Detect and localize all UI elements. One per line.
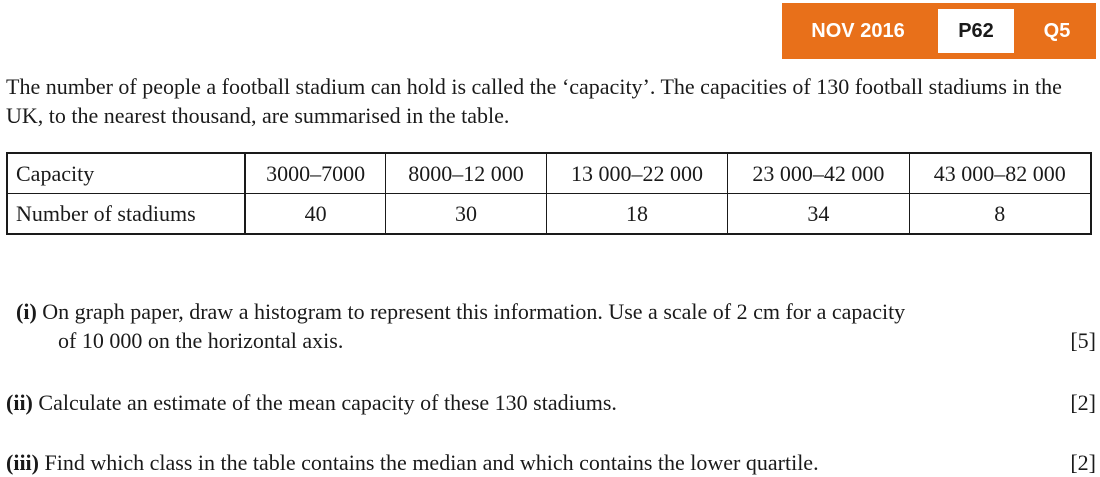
paper-label: P62 (938, 9, 1014, 53)
table-cell: 30 (386, 194, 547, 235)
marks-label: [2] (1070, 390, 1096, 415)
table-cell: 13 000–22 000 (546, 153, 727, 194)
marks-label: [5] (1070, 328, 1096, 353)
question-i (6, 297, 1096, 355)
table-row (7, 194, 1091, 235)
session-label: NOV 2016 (811, 19, 905, 42)
question-text: of 10 000 on the horizontal axis. (58, 328, 344, 353)
question-iii (6, 448, 1096, 477)
capacity-table (6, 152, 1092, 235)
table-row (7, 153, 1091, 194)
row-header-number-of-stadiums: Number of stadiums (7, 194, 245, 235)
question-reference-badge (782, 3, 1096, 59)
question-number: (ii) (6, 390, 33, 415)
intro-paragraph: The number of people a football stadium can hold is called the ‘capacity’. The capacities of 130 football stadiums in the UK, to the nearest thousand, are summarised in the table. (6, 74, 1062, 128)
table-cell: 40 (245, 194, 386, 235)
question-number: (i) (16, 299, 37, 324)
table-cell: 3000–7000 (245, 153, 386, 194)
question-number: (iii) (6, 450, 39, 475)
question-text: Find which class in the table contains the median and which contains the lower quartile. (44, 450, 819, 475)
marks-label: [2] (1070, 450, 1096, 475)
question-number-label: Q5 (1043, 19, 1071, 42)
question-text: Calculate an estimate of the mean capacity of these 130 stadiums. (38, 390, 617, 415)
table-cell: 8 (909, 194, 1091, 235)
row-header-capacity: Capacity (7, 153, 245, 194)
question-ii (6, 388, 1096, 417)
table-cell: 18 (546, 194, 727, 235)
question-text: On graph paper, draw a histogram to represent this information. Use a scale of 2 cm for a capacity (42, 299, 906, 324)
table-cell: 23 000–42 000 (728, 153, 909, 194)
table-cell: 34 (728, 194, 909, 235)
table-cell: 43 000–82 000 (909, 153, 1091, 194)
table-cell: 8000–12 000 (386, 153, 547, 194)
